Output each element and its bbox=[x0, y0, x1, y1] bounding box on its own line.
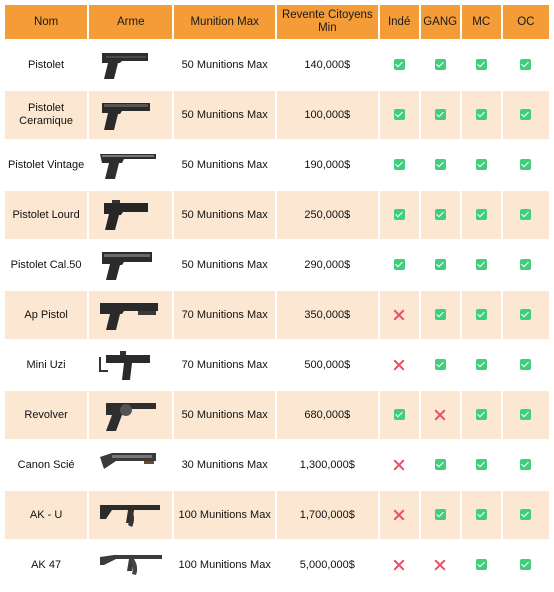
weapon-name-cell: Ap Pistol bbox=[5, 291, 87, 339]
mc-cell bbox=[462, 141, 501, 189]
inde-cell bbox=[380, 141, 419, 189]
ammo-cell: 100 Munitions Max bbox=[174, 541, 275, 589]
gang-cell bbox=[421, 391, 460, 439]
check-icon bbox=[435, 159, 446, 170]
ammo-cell: 70 Munitions Max bbox=[174, 291, 275, 339]
mc-cell bbox=[462, 391, 501, 439]
weapon-name-cell: Pistolet Vintage bbox=[5, 141, 87, 189]
ammo-cell: 50 Munitions Max bbox=[174, 41, 275, 89]
check-icon bbox=[520, 209, 531, 220]
weapon-image-cell bbox=[89, 141, 172, 189]
weapon-image-cell bbox=[89, 391, 172, 439]
check-icon bbox=[435, 509, 446, 520]
header-name: Nom bbox=[5, 5, 87, 39]
gang-cell bbox=[421, 91, 460, 139]
ammo-cell: 50 Munitions Max bbox=[174, 391, 275, 439]
ammo-cell: 50 Munitions Max bbox=[174, 141, 275, 189]
gang-cell bbox=[421, 541, 460, 589]
inde-cell bbox=[380, 441, 419, 489]
resale-price-cell: 1,700,000$ bbox=[277, 491, 378, 539]
ammo-cell: 70 Munitions Max bbox=[174, 341, 275, 389]
resale-price-cell: 100,000$ bbox=[277, 91, 378, 139]
cross-icon bbox=[393, 309, 405, 321]
table-row bbox=[5, 41, 549, 89]
check-icon bbox=[476, 459, 487, 470]
weapon-image-cell bbox=[89, 241, 172, 289]
check-icon bbox=[520, 459, 531, 470]
ak47-icon bbox=[98, 547, 164, 583]
check-icon bbox=[520, 59, 531, 70]
oc-cell bbox=[503, 241, 549, 289]
check-icon bbox=[520, 309, 531, 320]
check-icon bbox=[520, 109, 531, 120]
table-row bbox=[5, 241, 549, 289]
table-row bbox=[5, 391, 549, 439]
inde-cell bbox=[380, 391, 419, 439]
ap-pistol-icon bbox=[98, 297, 164, 333]
resale-price-cell: 680,000$ bbox=[277, 391, 378, 439]
inde-cell bbox=[380, 491, 419, 539]
header-row bbox=[5, 5, 549, 39]
resale-price-cell: 5,000,000$ bbox=[277, 541, 378, 589]
cross-icon bbox=[393, 559, 405, 571]
vintage-pistol-icon bbox=[98, 147, 164, 183]
weapon-name-cell: Pistolet Cal.50 bbox=[5, 241, 87, 289]
table-row bbox=[5, 541, 549, 589]
check-icon bbox=[435, 109, 446, 120]
inde-cell bbox=[380, 341, 419, 389]
ammo-cell: 50 Munitions Max bbox=[174, 91, 275, 139]
table-row bbox=[5, 441, 549, 489]
cross-icon bbox=[393, 509, 405, 521]
oc-cell bbox=[503, 91, 549, 139]
check-icon bbox=[394, 209, 405, 220]
check-icon bbox=[476, 309, 487, 320]
header-oc: OC bbox=[503, 5, 549, 39]
weapon-image-cell bbox=[89, 91, 172, 139]
gang-cell bbox=[421, 191, 460, 239]
weapon-image-cell bbox=[89, 541, 172, 589]
weapon-image-cell bbox=[89, 341, 172, 389]
weapon-name-cell: Pistolet Ceramique bbox=[5, 91, 87, 139]
check-icon bbox=[476, 159, 487, 170]
oc-cell bbox=[503, 141, 549, 189]
header-ammo: Munition Max bbox=[174, 5, 275, 39]
check-icon bbox=[476, 109, 487, 120]
table-row bbox=[5, 341, 549, 389]
mini-uzi-icon bbox=[98, 347, 164, 383]
cal50-pistol-icon bbox=[98, 247, 164, 283]
gang-cell bbox=[421, 341, 460, 389]
check-icon bbox=[476, 59, 487, 70]
resale-price-cell: 500,000$ bbox=[277, 341, 378, 389]
weapon-image-cell bbox=[89, 291, 172, 339]
gang-cell bbox=[421, 141, 460, 189]
mc-cell bbox=[462, 241, 501, 289]
oc-cell bbox=[503, 441, 549, 489]
ammo-cell: 100 Munitions Max bbox=[174, 491, 275, 539]
weapon-image-cell bbox=[89, 191, 172, 239]
mc-cell bbox=[462, 541, 501, 589]
check-icon bbox=[476, 209, 487, 220]
mc-cell bbox=[462, 91, 501, 139]
table-row bbox=[5, 141, 549, 189]
resale-price-cell: 290,000$ bbox=[277, 241, 378, 289]
ammo-cell: 30 Munitions Max bbox=[174, 441, 275, 489]
cross-icon bbox=[434, 559, 446, 571]
gang-cell bbox=[421, 441, 460, 489]
inde-cell bbox=[380, 241, 419, 289]
check-icon bbox=[435, 309, 446, 320]
weapon-image-cell bbox=[89, 491, 172, 539]
table-body bbox=[5, 41, 549, 589]
table-row bbox=[5, 291, 549, 339]
check-icon bbox=[394, 409, 405, 420]
check-icon bbox=[476, 259, 487, 270]
resale-price-cell: 350,000$ bbox=[277, 291, 378, 339]
weapon-name-cell: Pistolet bbox=[5, 41, 87, 89]
cross-icon bbox=[393, 359, 405, 371]
header-gang: GANG bbox=[421, 5, 460, 39]
check-icon bbox=[394, 109, 405, 120]
weapon-name-cell: AK 47 bbox=[5, 541, 87, 589]
weapon-name-cell: Revolver bbox=[5, 391, 87, 439]
check-icon bbox=[520, 509, 531, 520]
weapon-image-cell bbox=[89, 41, 172, 89]
check-icon bbox=[435, 359, 446, 370]
gang-cell bbox=[421, 41, 460, 89]
header-inde: Indé bbox=[380, 5, 419, 39]
check-icon bbox=[520, 559, 531, 570]
oc-cell bbox=[503, 391, 549, 439]
sawed-off-shotgun-icon bbox=[98, 447, 164, 483]
check-icon bbox=[435, 459, 446, 470]
ceramic-pistol-icon bbox=[98, 97, 164, 133]
cross-icon bbox=[393, 459, 405, 471]
check-icon bbox=[520, 259, 531, 270]
mc-cell bbox=[462, 291, 501, 339]
table-row bbox=[5, 91, 549, 139]
header-resale: Revente Citoyens Min bbox=[277, 5, 378, 39]
gang-cell bbox=[421, 491, 460, 539]
oc-cell bbox=[503, 341, 549, 389]
weapon-name-cell: Mini Uzi bbox=[5, 341, 87, 389]
inde-cell bbox=[380, 191, 419, 239]
oc-cell bbox=[503, 41, 549, 89]
check-icon bbox=[394, 59, 405, 70]
check-icon bbox=[435, 259, 446, 270]
check-icon bbox=[520, 159, 531, 170]
resale-price-cell: 250,000$ bbox=[277, 191, 378, 239]
check-icon bbox=[394, 259, 405, 270]
check-icon bbox=[476, 359, 487, 370]
oc-cell bbox=[503, 291, 549, 339]
weapons-table bbox=[3, 3, 551, 591]
header-mc: MC bbox=[462, 5, 501, 39]
check-icon bbox=[394, 159, 405, 170]
weapon-name-cell: Pistolet Lourd bbox=[5, 191, 87, 239]
table-row bbox=[5, 491, 549, 539]
inde-cell bbox=[380, 41, 419, 89]
resale-price-cell: 1,300,000$ bbox=[277, 441, 378, 489]
resale-price-cell: 190,000$ bbox=[277, 141, 378, 189]
ammo-cell: 50 Munitions Max bbox=[174, 191, 275, 239]
cross-icon bbox=[434, 409, 446, 421]
mc-cell bbox=[462, 491, 501, 539]
oc-cell bbox=[503, 491, 549, 539]
revolver-icon bbox=[98, 397, 164, 433]
check-icon bbox=[435, 209, 446, 220]
pistol-icon bbox=[98, 47, 164, 83]
mc-cell bbox=[462, 341, 501, 389]
mc-cell bbox=[462, 191, 501, 239]
oc-cell bbox=[503, 541, 549, 589]
header-weapon: Arme bbox=[89, 5, 172, 39]
weapon-name-cell: Canon Scié bbox=[5, 441, 87, 489]
inde-cell bbox=[380, 541, 419, 589]
check-icon bbox=[476, 559, 487, 570]
gang-cell bbox=[421, 291, 460, 339]
check-icon bbox=[476, 509, 487, 520]
mc-cell bbox=[462, 441, 501, 489]
table-row bbox=[5, 191, 549, 239]
gang-cell bbox=[421, 241, 460, 289]
heavy-pistol-icon bbox=[98, 197, 164, 233]
ammo-cell: 50 Munitions Max bbox=[174, 241, 275, 289]
mc-cell bbox=[462, 41, 501, 89]
inde-cell bbox=[380, 91, 419, 139]
check-icon bbox=[435, 59, 446, 70]
oc-cell bbox=[503, 191, 549, 239]
weapon-name-cell: AK - U bbox=[5, 491, 87, 539]
weapon-image-cell bbox=[89, 441, 172, 489]
inde-cell bbox=[380, 291, 419, 339]
check-icon bbox=[476, 409, 487, 420]
check-icon bbox=[520, 359, 531, 370]
resale-price-cell: 140,000$ bbox=[277, 41, 378, 89]
ak-u-icon bbox=[98, 497, 164, 533]
check-icon bbox=[520, 409, 531, 420]
